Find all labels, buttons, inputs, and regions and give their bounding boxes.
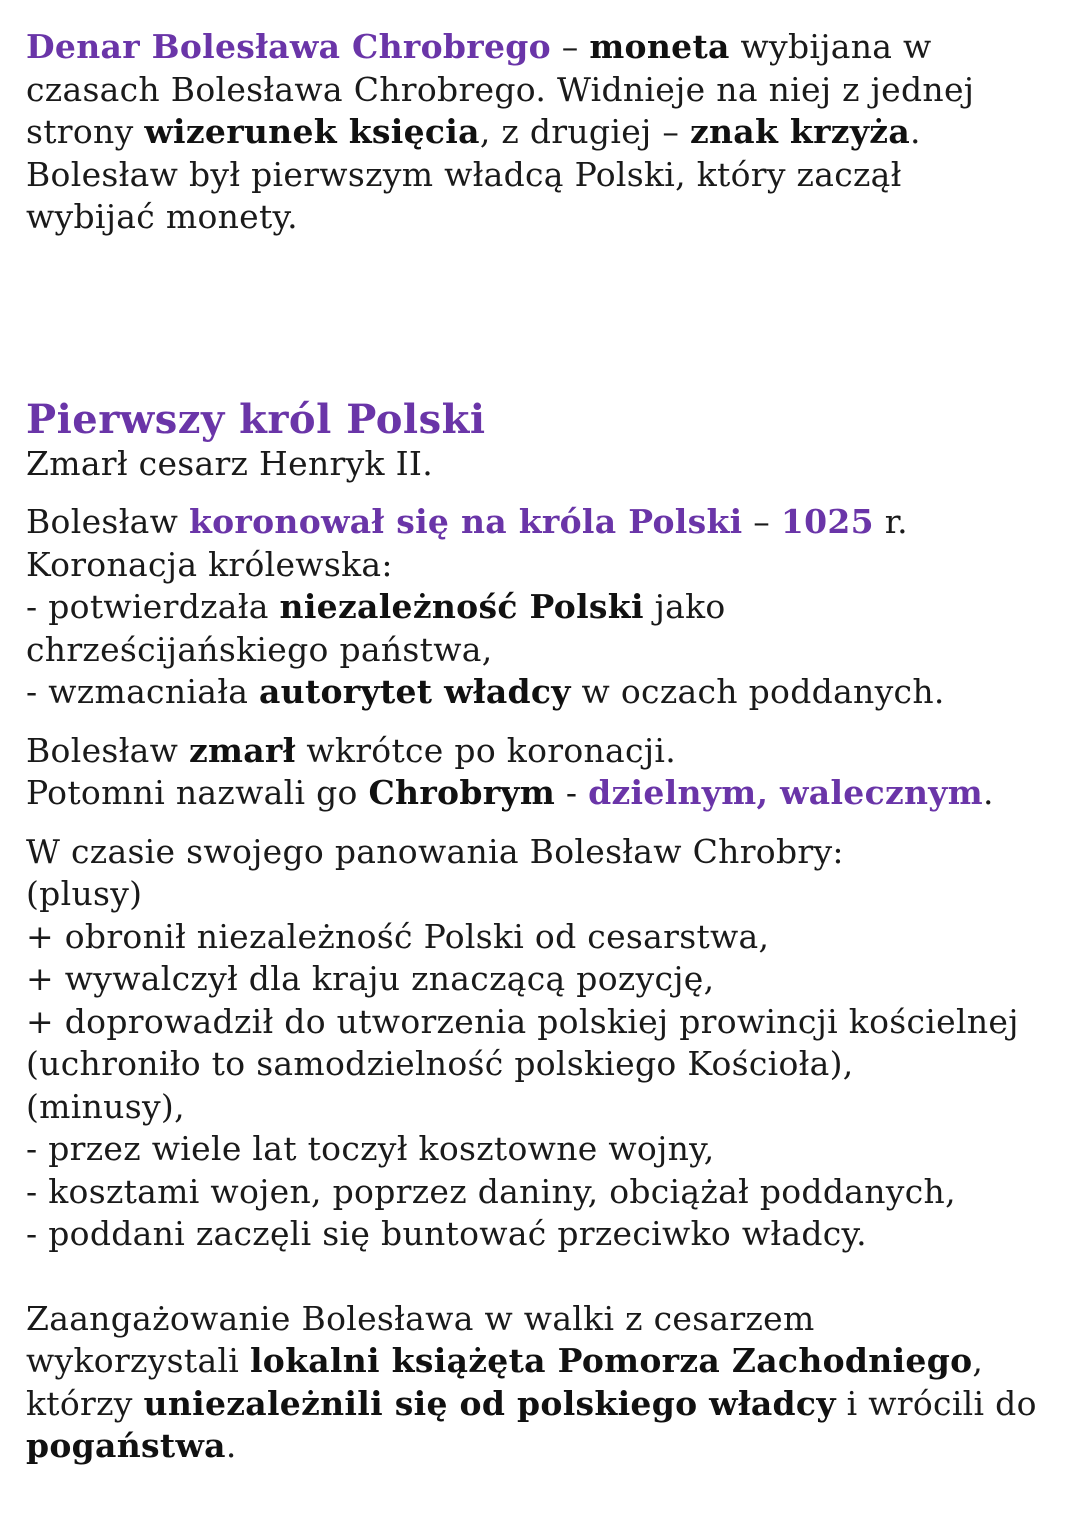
list-item: + obronił niezależność Polski od cesarstwa, <box>26 916 770 956</box>
list-item: (plusy) <box>26 874 143 913</box>
list-item: + doprowadził do utworzenia polskiej prowincji kościelnej <box>26 1001 1019 1041</box>
koronowal-highlight: koronował się na króla Polski <box>188 502 743 541</box>
chrobrym-bold: Chrobrym <box>368 773 556 812</box>
list-item: (minusy), <box>26 1086 185 1126</box>
pomorze-paragraph <box>26 1298 1066 1468</box>
pomorze-line-2: wykorzystali lokalni książęta Pomorza Zachodniego, <box>26 1341 984 1380</box>
list-item: - kosztami wojen, poprzez daniny, obciążał poddanych, <box>26 1171 956 1211</box>
denar-line-3: strony wizerunek księcia, z drugiej – znak krzyża. <box>26 112 921 151</box>
wizerunek-bold: wizerunek księcia <box>144 112 480 151</box>
year-1025-highlight: 1025 <box>780 502 874 541</box>
koronacja-paragraph <box>26 501 1066 714</box>
denar-line-5: wybijać monety. <box>26 197 298 236</box>
denar-line-4: Bolesław był pierwszym władcą Polski, który zaczął <box>26 154 902 194</box>
document-page <box>26 26 1066 1468</box>
henryk-paragraph: Zmarł cesarz Henryk II. <box>26 443 434 483</box>
pomorze-line-1: Zaangażowanie Bolesława w walki z cesarzem <box>26 1298 815 1338</box>
section-title-pierwszy-krol: Pierwszy król Polski <box>26 395 486 443</box>
smierc-line-2: Potomni nazwali go Chrobrym - dzielnym, walecznym. <box>26 773 994 812</box>
panowanie-paragraph <box>26 831 1066 1256</box>
smierc-line-1: Bolesław zmarł wkrótce po koronacji. <box>26 730 676 770</box>
krzyz-bold: znak krzyża <box>689 112 911 151</box>
koronacja-line-4: chrześcijańskiego państwa, <box>26 629 493 669</box>
denar-term: Denar Bolesława Chrobrego <box>26 27 551 66</box>
list-item: W czasie swojego panowania Bolesław Chrobry: <box>26 831 844 871</box>
niezaleznosc-bold: niezależność Polski <box>279 587 644 626</box>
moneta-bold: moneta <box>589 27 730 66</box>
list-item: - przez wiele lat toczył kosztowne wojny, <box>26 1129 715 1168</box>
koronacja-line-5: - wzmacniała autorytet władcy w oczach poddanych. <box>26 672 945 711</box>
denar-paragraph <box>26 26 1066 239</box>
ksiazeta-bold: lokalni książęta Pomorza Zachodniego <box>249 1341 973 1380</box>
pomorze-line-3: którzy uniezależnili się od polskiego władcy i wrócili do <box>26 1383 1037 1423</box>
autorytet-bold: autorytet władcy <box>258 672 571 711</box>
list-item: (uchroniło to samodzielność polskiego Kościoła), <box>26 1044 854 1083</box>
zmarl-bold: zmarł <box>188 730 296 770</box>
poganstwa-bold: pogaństwa <box>26 1426 226 1465</box>
denar-line-2: czasach Bolesława Chrobrego. Widnieje na niej z jednej <box>26 69 975 109</box>
denar-line-1: Denar Bolesława Chrobrego – moneta wybijana w <box>26 27 932 66</box>
koronacja-line-2: Koronacja królewska: <box>26 544 393 584</box>
list-item: - poddani zaczęli się buntować przeciwko władcy. <box>26 1214 867 1253</box>
list-item: + wywalczył dla kraju znaczącą pozycję, <box>26 959 715 998</box>
koronacja-line-1: Bolesław koronował się na króla Polski – 1025 r. <box>26 502 908 541</box>
pomorze-line-4: pogaństwa. <box>26 1426 237 1465</box>
uniezaleznili-bold: uniezależnili się od polskiego władcy <box>143 1383 836 1423</box>
dzielnym-highlight: dzielnym, walecznym <box>588 773 983 812</box>
smierc-paragraph <box>26 730 1066 815</box>
koronacja-line-3: - potwierdzała niezależność Polski jako <box>26 587 726 626</box>
